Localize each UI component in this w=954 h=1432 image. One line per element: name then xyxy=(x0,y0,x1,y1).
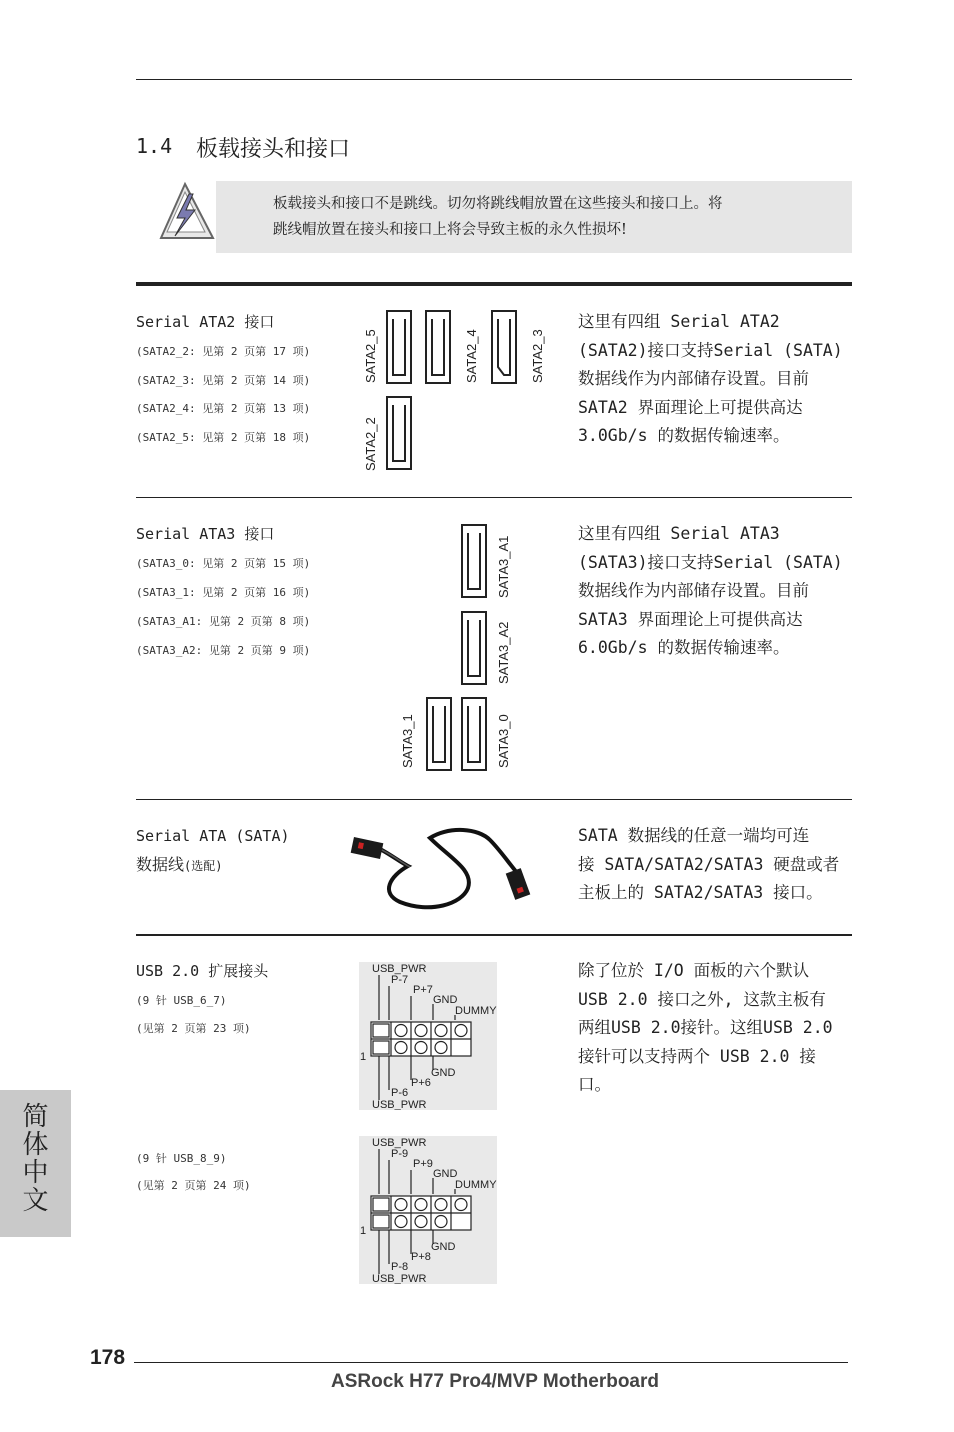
usb-h1-top-gnd: GND xyxy=(433,994,458,1006)
sata2-desc-4: SATA2 界面理论上可提供高达 xyxy=(578,398,803,417)
footer-title: ASRock H77 Pro4/MVP Motherboard xyxy=(331,1371,660,1392)
usb-h2-bottom-p-plus: P+8 xyxy=(411,1251,431,1263)
sata3-a2-connector xyxy=(462,612,486,684)
sata3-item-1: (SATA3_0: 见第 2 页第 15 项) xyxy=(136,557,311,570)
sata3-title: Serial ATA3 接口 xyxy=(136,525,275,543)
usb-title: USB 2.0 扩展接头 xyxy=(136,962,269,980)
sata2-3-connector xyxy=(492,311,516,383)
sata3-a1-connector xyxy=(462,525,486,597)
cable-desc-3: 主板上的 SATA2/SATA3 接口。 xyxy=(578,883,823,902)
sata2-desc-3: 数据线作为内部储存设置。目前 xyxy=(578,369,809,388)
language-side-tab xyxy=(0,1090,71,1237)
sata3-item-2: (SATA3_1: 见第 2 页第 16 项) xyxy=(136,586,311,599)
usb-desc-1: 除了位於 I/O 面板的六个默认 xyxy=(578,961,810,980)
usb-h1-bottom-p-minus: P-6 xyxy=(391,1087,409,1099)
sata2-4-label: SATA2_4 xyxy=(464,329,479,383)
sata3-a1-label: SATA3_A1 xyxy=(496,535,511,598)
usb-h2-bottom-gnd: GND xyxy=(431,1241,456,1253)
usb-h1-pin1-label: 1 xyxy=(360,1051,367,1063)
usb-h2-top-p-plus: P+9 xyxy=(413,1158,433,1170)
sata3-item-4: (SATA3_A2: 见第 2 页第 9 项) xyxy=(136,644,311,657)
sata2-item-4: (SATA2_5: 见第 2 页第 18 项) xyxy=(136,431,311,444)
usb-h1-bottom-p-plus: P+6 xyxy=(411,1077,431,1089)
sata2-title: Serial ATA2 接口 xyxy=(136,313,275,331)
usb-h1-top-dummy: DUMMY xyxy=(455,1005,497,1017)
usb-h1-top-usb-pwr: USB_PWR xyxy=(372,963,427,975)
sata3-desc-4: SATA3 界面理论上可提供高达 xyxy=(578,610,803,629)
sata3-connector-diagram xyxy=(395,520,525,775)
divider-1 xyxy=(136,497,852,498)
usb-h2-top-dummy: DUMMY xyxy=(455,1179,497,1191)
usb-h1-top-p-plus: P+7 xyxy=(413,984,433,996)
sata2-2-label: SATA2_2 xyxy=(363,417,378,471)
page-number: 178 xyxy=(90,1346,126,1369)
sata2-desc-1: 这里有四组 Serial ATA2 xyxy=(578,312,780,331)
sata3-1-label: SATA3_1 xyxy=(400,714,415,768)
sata2-item-1: (SATA2_2: 见第 2 页第 17 项) xyxy=(136,345,311,358)
warning-line-1: 板载接头和接口不是跳线。切勿将跳线帽放置在这些接头和接口上。将 xyxy=(273,196,723,212)
cable-title-1: Serial ATA (SATA) xyxy=(136,827,290,845)
usb-header-1-diagram xyxy=(359,962,497,1110)
divider-2 xyxy=(136,799,852,800)
usb-h1-top-p-minus: P-7 xyxy=(391,974,409,986)
usb-h2-pin1-label: 1 xyxy=(360,1225,367,1237)
usb-h2-bottom-p-minus: P-8 xyxy=(391,1261,409,1273)
usb-desc-2: USB 2.0 接口之外, 这款主板有 xyxy=(578,990,826,1009)
sata3-item-3: (SATA3_A1: 见第 2 页第 8 项) xyxy=(136,615,311,628)
usb-header-2-diagram xyxy=(359,1136,497,1284)
cable-desc-2: 接 SATA/SATA2/SATA3 硬盘或者 xyxy=(578,855,840,874)
sata2-desc-5: 3.0Gb/s 的数据传输速率。 xyxy=(578,426,790,445)
top-rule xyxy=(136,79,852,80)
usb-h2-top-gnd: GND xyxy=(433,1168,458,1180)
usb-h2-ref: (见第 2 页第 24 项) xyxy=(136,1179,251,1192)
sata3-desc-3: 数据线作为内部储存设置。目前 xyxy=(578,581,809,600)
usb-h2-top-usb-pwr: USB_PWR xyxy=(372,1137,427,1149)
section-number: 1.4 xyxy=(136,134,173,158)
cable-desc-1: SATA 数据线的任意一端均可连 xyxy=(578,826,810,845)
thick-rule xyxy=(136,282,852,286)
sata2-5-label: SATA2_5 xyxy=(363,329,378,383)
sata2-3-label: SATA2_3 xyxy=(530,329,545,383)
sata2-item-3: (SATA2_4: 见第 2 页第 13 项) xyxy=(136,402,311,415)
sata3-0-connector xyxy=(462,698,486,770)
usb-desc-5: 口。 xyxy=(578,1075,611,1094)
sata2-4-connector xyxy=(426,311,450,383)
warning-lightning-icon xyxy=(155,180,217,242)
sata2-item-2: (SATA2_3: 见第 2 页第 14 项) xyxy=(136,374,311,387)
warning-line-2: 跳线帽放置在接头和接口上将会导致主板的永久性损坏! xyxy=(273,222,627,238)
usb-h2-pins: (9 针 USB_8_9) xyxy=(136,1152,227,1165)
usb-desc-4: 接针可以支持两个 USB 2.0 接 xyxy=(578,1047,816,1066)
usb-desc-3: 两组USB 2.0接针。这组USB 2.0 xyxy=(578,1018,833,1037)
sata-cable-image xyxy=(350,818,540,918)
usb-h2-top-p-minus: P-9 xyxy=(391,1148,409,1160)
sata3-desc-2: (SATA3)接口支持Serial (SATA) xyxy=(578,553,843,572)
sata3-a2-label: SATA3_A2 xyxy=(496,621,511,684)
sata3-desc-1: 这里有四组 Serial ATA3 xyxy=(578,524,780,543)
sata2-2-connector xyxy=(387,397,411,469)
usb-h2-bottom-usb-pwr: USB_PWR xyxy=(372,1273,427,1284)
usb-h1-bottom-usb-pwr: USB_PWR xyxy=(372,1099,427,1110)
cable-title-2 xyxy=(136,850,222,881)
sata2-5-connector xyxy=(387,311,411,383)
cable-title-2-text: 数据线 xyxy=(136,855,185,874)
sata3-desc-5: 6.0Gb/s 的数据传输速率。 xyxy=(578,638,790,657)
language-side-tab-text: 简体中文 xyxy=(18,1102,48,1214)
divider-3 xyxy=(136,934,852,936)
usb-h1-bottom-gnd: GND xyxy=(431,1067,456,1079)
sata2-desc-2: (SATA2)接口支持Serial (SATA) xyxy=(578,341,843,360)
sata3-1-connector xyxy=(427,698,451,770)
section-title: 板载接头和接口 xyxy=(196,137,351,162)
cable-note: (选配) xyxy=(184,859,223,873)
usb-h1-pins: (9 针 USB_6_7) xyxy=(136,994,227,1007)
sata3-0-label: SATA3_0 xyxy=(496,714,511,768)
sata2-connector-diagram xyxy=(355,305,555,480)
footer-rule xyxy=(134,1362,848,1363)
usb-h1-ref: (见第 2 页第 23 项) xyxy=(136,1022,251,1035)
